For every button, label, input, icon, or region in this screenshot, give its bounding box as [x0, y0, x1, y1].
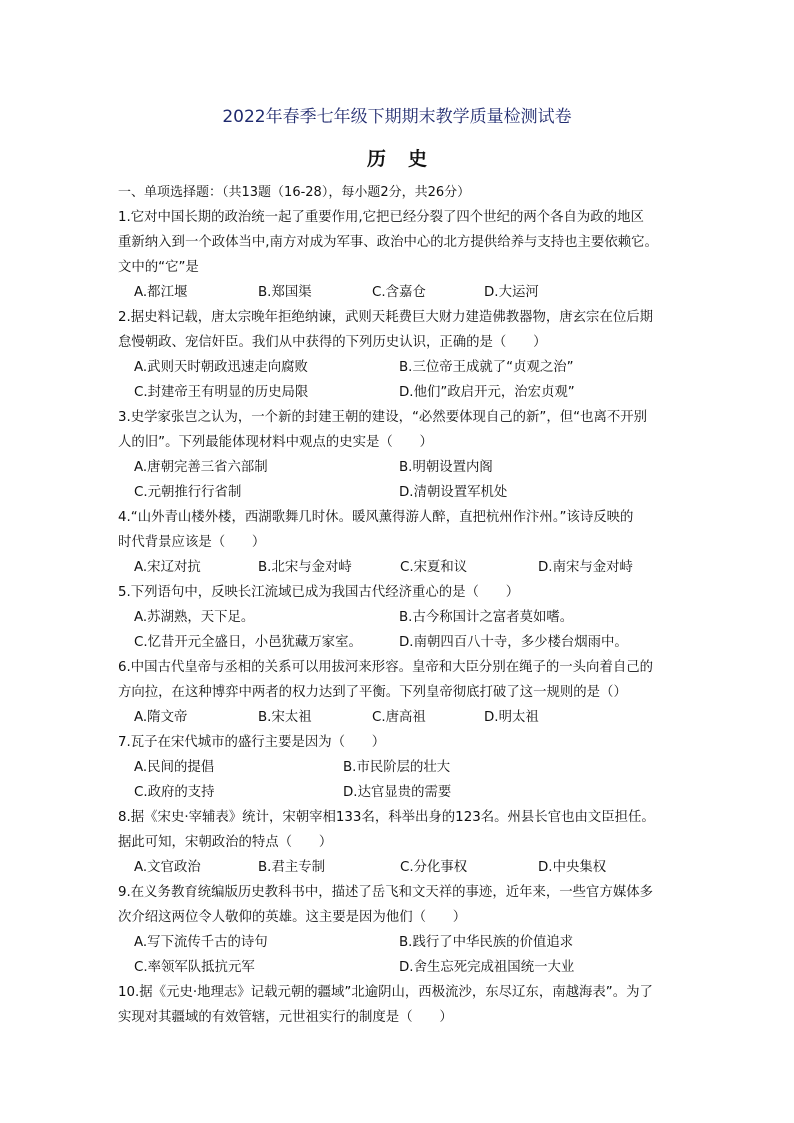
option-b: B.明朝设置内阁	[399, 460, 493, 475]
option-c: C.政府的支持	[134, 785, 215, 800]
question-6-options	[118, 705, 688, 730]
option-d: D.清朝设置军机处	[399, 485, 508, 500]
option-d: D.达官显贵的需要	[343, 785, 452, 800]
question-9-line-2: 次介绍这两位令人敬仰的英雄。这主要是因为他们（ ）	[118, 910, 467, 925]
question-7-options-row-1	[118, 755, 688, 780]
question-9-line-1: 9.在义务教育统编版历史教科书中，描述了岳飞和文天祥的事迹，近年来，一些官方媒体多	[118, 885, 654, 900]
question-1-line-2: 重新纳入到一个政体当中,南方对成为军事、政治中心的北方提供给养与支持也主要依赖它。	[118, 235, 658, 250]
question-2-options-row-2	[118, 380, 688, 405]
option-d: D.南朝四百八十寺，多少楼台烟雨中。	[399, 635, 628, 650]
option-a: A.都江堰	[134, 285, 188, 300]
option-c: C.忆昔开元全盛日，小邑犹藏万家室。	[134, 635, 362, 650]
option-c: C.封建帝王有明显的历史局限	[134, 385, 309, 400]
option-a: A.写下流传千古的诗句	[134, 935, 268, 950]
question-9-options-row-2	[118, 955, 688, 980]
option-a: A.宋辽对抗	[134, 560, 201, 575]
question-2-line-1: 2.据史料记载，唐太宗晚年拒绝纳谏，武则天耗费巨大财力建造佛教器物，唐玄宗在位后期	[118, 310, 654, 325]
option-b: B.践行了中华民族的价值追求	[399, 935, 574, 950]
option-d: D.他们”政启开元，治宏贞观”	[399, 385, 575, 400]
option-a: A.文官政治	[134, 860, 201, 875]
question-3-options-row-1	[118, 455, 688, 480]
question-5-options-row-2	[118, 630, 688, 655]
question-10-line-1: 10.据《元史·地理志》记载元朝的疆域”北逾阴山，西极流沙，东尽辽东，南越海表”。为了	[118, 985, 653, 1000]
question-6-line-2: 方向拉，在这种博弈中两者的权力达到了平衡。下列皇帝彻底打破了这一规则的是（）	[118, 685, 627, 700]
option-a: A.民间的提倡	[134, 760, 215, 775]
question-8-line-1: 8.据《宋史·宰辅表》统计，宋朝宰相133名，科举出身的123名。州县长官也由文臣担任。	[118, 810, 655, 825]
option-b: B.三位帝王成就了“贞观之治”	[399, 360, 574, 375]
option-c: C.宋夏和议	[400, 560, 468, 575]
option-b: B.郑国渠	[258, 285, 312, 300]
option-c: C.唐高祖	[372, 710, 426, 725]
option-a: A.唐朝完善三省六部制	[134, 460, 268, 475]
option-d: D.中央集权	[538, 860, 607, 875]
option-a: A.隋文帝	[134, 710, 188, 725]
question-8-line-2: 据此可知，宋朝政治的特点（ ）	[118, 835, 333, 850]
question-1-line-1: 1.它对中国长期的政治统一起了重要作用,它把已经分裂了四个世纪的两个各自为政的地区	[118, 210, 644, 225]
option-c: C.分化事权	[400, 860, 468, 875]
option-d: D.南宋与金对峙	[538, 560, 633, 575]
option-b: B.北宋与金对峙	[258, 560, 352, 575]
option-c: C.含嘉仓	[372, 285, 426, 300]
question-10-line-2: 实现对其疆域的有效管辖，元世祖实行的制度是（ ）	[118, 1010, 453, 1025]
question-7-line-1: 7.瓦子在宋代城市的盛行主要是因为（ ）	[118, 735, 386, 750]
option-a: A.苏湖熟，天下足。	[134, 610, 255, 625]
option-b: B.宋太祖	[258, 710, 312, 725]
subject-title: 历史	[366, 148, 449, 170]
question-8-options	[118, 855, 688, 880]
section-heading: 一、单项选择题：（共13题（16-28），每小题2分，共26分）	[118, 185, 471, 200]
option-d: D.大运河	[484, 285, 539, 300]
question-4-line-1: 4.“山外青山楼外楼，西湖歌舞几时休。暖风薰得游人醉，直把杭州作汴州。”该诗反映的	[118, 510, 634, 525]
question-1-line-3: 文中的“它”是	[118, 260, 199, 275]
question-3-line-1: 3.史学家张岂之认为，一个新的封建王朝的建设，“必然要体现自己的新”，但“也离不开别	[118, 410, 648, 425]
option-c: C.元朝推行行省制	[134, 485, 242, 500]
question-6-line-1: 6.中国古代皇帝与丞相的关系可以用拔河来形容。皇帝和大臣分别在绳子的一头向着自己的	[118, 660, 654, 675]
option-d: D.明太祖	[484, 710, 539, 725]
question-list	[118, 180, 688, 1030]
option-b: B.君主专制	[258, 860, 326, 875]
question-3-line-2: 人的旧”。下列最能体现材料中观点的史实是（ ）	[118, 435, 433, 450]
option-c: C.率领军队抵抗元军	[134, 960, 255, 975]
option-b: B.市民阶层的壮大	[343, 760, 451, 775]
question-9-options-row-1	[118, 930, 688, 955]
question-4-options	[118, 555, 688, 580]
option-d: D.舍生忘死完成祖国统一大业	[399, 960, 575, 975]
question-5-options-row-1	[118, 605, 688, 630]
exam-title: 2022年春季七年级下期期末教学质量检测试卷	[222, 107, 572, 127]
question-5-line-1: 5.下列语句中，反映长江流域已成为我国古代经济重心的是（ ）	[118, 585, 520, 600]
question-4-line-2: 时代背景应该是（ ）	[118, 535, 266, 550]
question-1-options	[118, 280, 688, 305]
question-3-options-row-2	[118, 480, 688, 505]
option-b: B.古今称国计之富者莫如嗜。	[399, 610, 574, 625]
question-2-options-row-1	[118, 355, 688, 380]
option-a: A.武则天时朝政迅速走向腐败	[134, 360, 308, 375]
question-2-line-2: 怠慢朝政、宠信奸臣。我们从中获得的下列历史认识，正确的是（ ）	[118, 335, 547, 350]
question-7-options-row-2	[118, 780, 688, 805]
